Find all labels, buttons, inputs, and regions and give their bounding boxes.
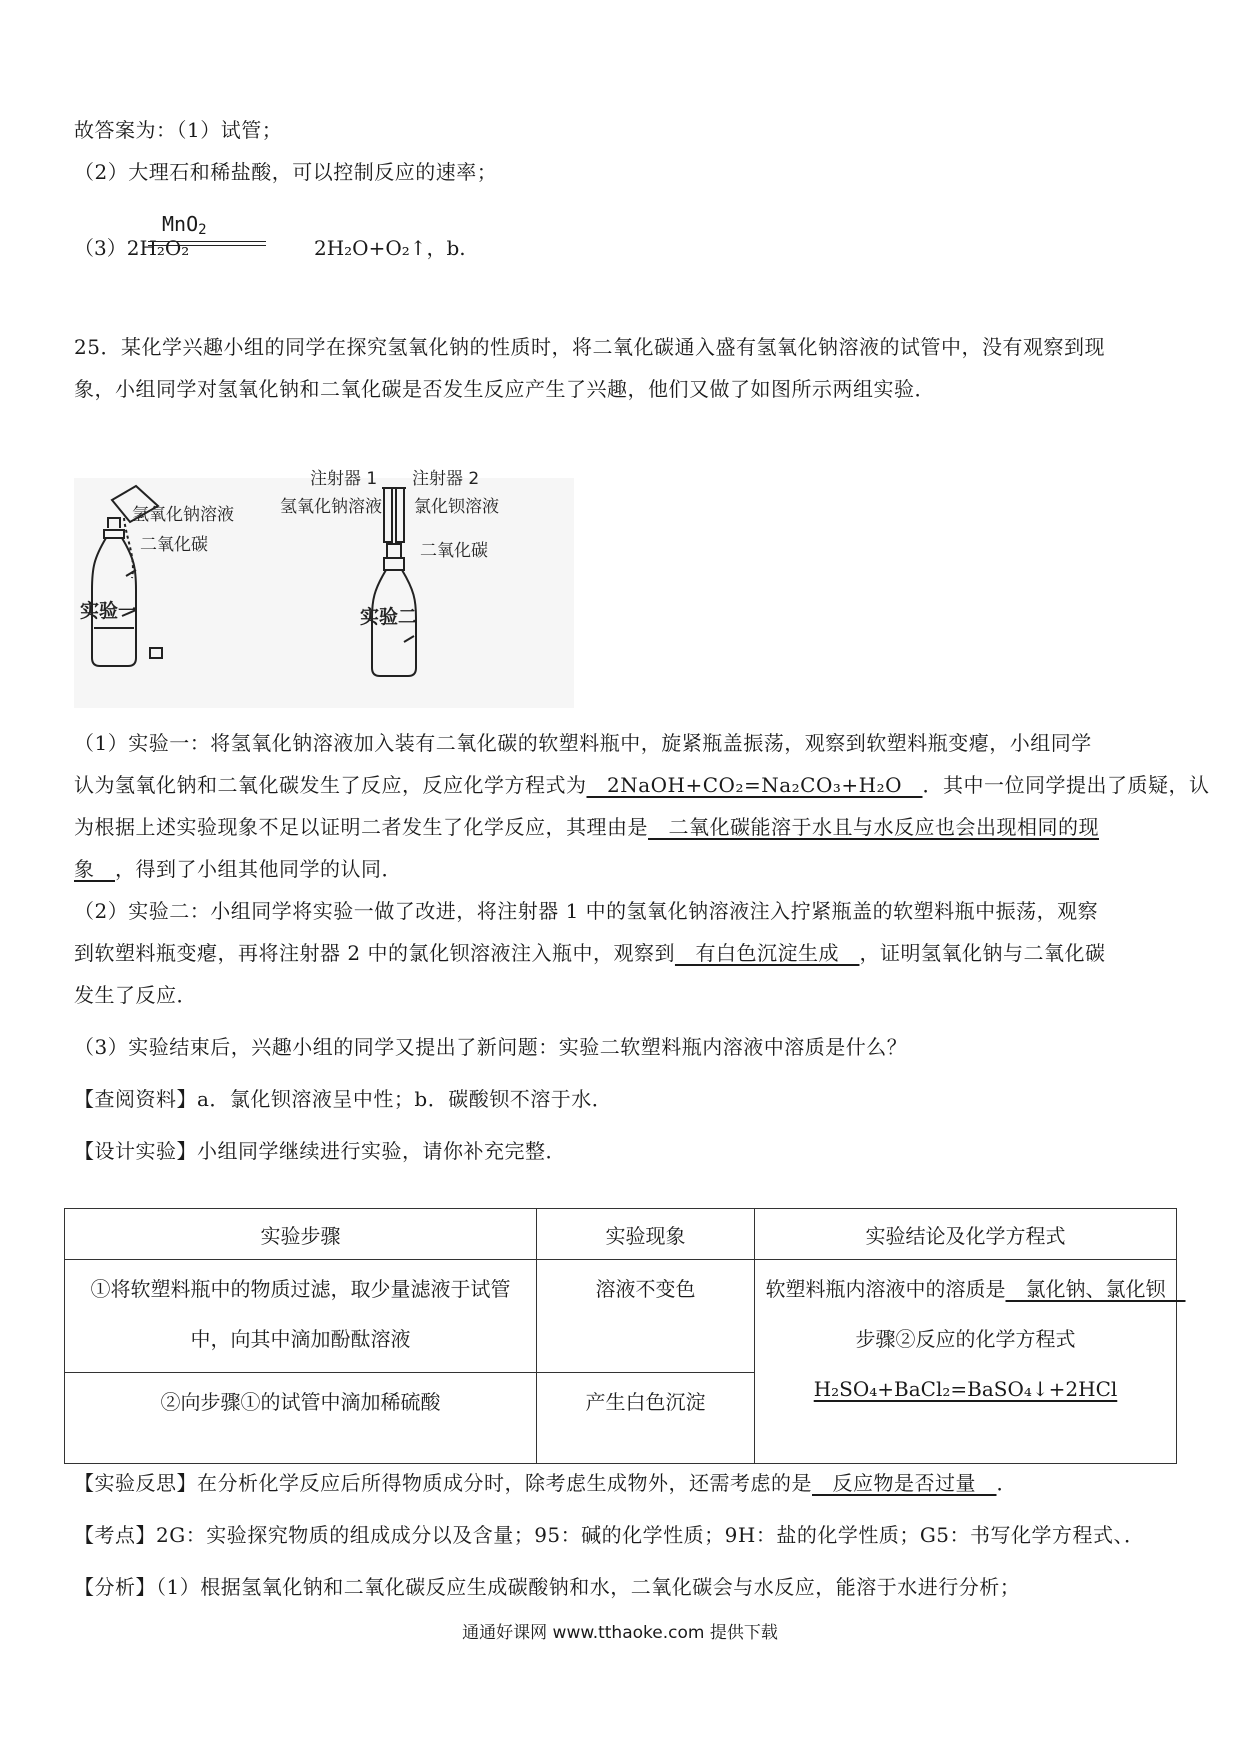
catalyst-condition [148, 212, 266, 252]
answer-step2-equation: H₂SO₄+BaCl₂=BaSO₄↓+2HCl [813, 1377, 1118, 1401]
design-experiment: 【设计实验】小组同学继续进行实验，请你补充完整． [74, 1139, 566, 1163]
experiment-table [64, 1208, 1186, 1464]
exp1-title: 实验一 [80, 600, 138, 622]
equals-bar-top [148, 241, 266, 242]
answer-reflection: 反应物是否过量 [812, 1471, 997, 1495]
part-2-line-1: （2）实验二：小组同学将实验一做了改进，将注射器 1 中的氢氧化钠溶液注入拧紧瓶盖的软塑料瓶中振荡，观察 [74, 899, 1099, 923]
part-1-text: 认为氢氧化钠和二氧化碳发生了反应，反应化学方程式为 [74, 773, 587, 797]
part-1-line-3 [74, 812, 1174, 842]
phenomenon-2-cell: 产生白色沉淀 [537, 1373, 755, 1464]
table-header: 实验步骤 [65, 1209, 537, 1260]
answer-reason: 二氧化碳能溶于水且与水反应也会出现相同的现 [648, 815, 1099, 839]
answer-3-equation [74, 228, 534, 268]
table-header: 实验现象 [537, 1209, 755, 1260]
part-3-question: （3）实验结束后，兴趣小组的同学又提出了新问题：实验二软塑料瓶内溶液中溶质是什么？ [74, 1035, 908, 1059]
part-1-line-1: （1）实验一：将氢氧化钠溶液加入装有二氧化碳的软塑料瓶中，旋紧瓶盖振荡，观察到软塑料瓶变瘪，小组同学 [74, 731, 1092, 755]
equation-reactant: （3）2H₂O₂ [74, 236, 190, 260]
fenxi-line: 【分析】（1）根据氢氧化钠和二氧化碳反应生成碳酸钠和水，二氧化碳会与水反应，能溶于水进行分析； [74, 1575, 1021, 1599]
phenomenon-1-cell: 溶液不变色 [537, 1260, 755, 1373]
exp2-solution2-label: 氯化钡溶液 [414, 497, 499, 517]
catalyst-subscript: 2 [198, 222, 207, 238]
part-2-text-b: ，证明氢氧化钠与二氧化碳 [859, 941, 1106, 965]
conclusion-equation-text: 步骤②反应的化学方程式 [855, 1327, 1076, 1351]
conclusion-cell [755, 1260, 1186, 1464]
answer-2: （2）大理石和稀盐酸，可以控制反应的速率； [74, 160, 498, 184]
reflection-end: ． [996, 1471, 1017, 1495]
kaodian-line: 【考点】2G：实验探究物质的组成成分以及含量；95：碱的化学性质；9H：盐的化学性质；G5：书写化学方程式、． [74, 1523, 1145, 1547]
equals-bar-bottom [148, 245, 266, 246]
question-25-line-2: 象，小组同学对氢氧化钠和二氧化碳是否发生反应产生了兴趣，他们又做了如图所示两组实验． [74, 377, 935, 401]
conclusion-text: 软塑料瓶内溶液中的溶质是 [765, 1277, 1006, 1301]
part-1-text-end: ，得到了小组其他同学的认同． [115, 857, 402, 881]
page-footer: 通通好课网 www.tthaoke.com 提供下载 [462, 1623, 778, 1643]
question-25-line-1: 25．某化学兴趣小组的同学在探究氢氧化钠的性质时，将二氧化碳通入盛有氢氧化钠溶液的试管中，没有观察到现 [74, 335, 1105, 359]
reference-info: 【查阅资料】a．氯化钡溶液呈中性；b．碳酸钡不溶于水． [74, 1087, 613, 1111]
experiment-figure [74, 469, 574, 708]
syringe-2-label: 注射器 2 [412, 469, 480, 489]
answer-solute: 氯化钠、氯化钡 [1005, 1277, 1186, 1301]
catalyst-label: MnO [162, 212, 199, 236]
exp2-solution1-label: 氢氧化钠溶液 [280, 497, 382, 517]
answer-reason-end: 象 [74, 857, 115, 881]
equation-products: 2H₂O+O₂↑，b. [314, 236, 466, 260]
answer-intro: 故答案为：（1）试管； [74, 118, 283, 142]
part-2-text: 到软塑料瓶变瘪，再将注射器 2 中的氯化钡溶液注入瓶中，观察到 [74, 941, 675, 965]
part-1-line-4 [74, 854, 1174, 884]
answer-observation: 有白色沉淀生成 [674, 941, 860, 965]
exp2-title: 实验二 [360, 606, 418, 628]
part-2-line-2 [74, 938, 1174, 968]
step-1-cell: ①将软塑料瓶中的物质过滤，取少量滤液于试管中，向其中滴加酚酞溶液 [65, 1260, 537, 1373]
answer-equation: 2NaOH+CO₂=Na₂CO₃+H₂O [586, 773, 923, 797]
reflection-text: 【实验反思】在分析化学反应后所得物质成分时，除考虑生成物外，还需考虑的是 [74, 1471, 812, 1495]
exp1-solution-label: 氢氧化钠溶液 [132, 505, 234, 525]
part-1-line-2 [74, 770, 1210, 800]
part-1-reason-text: 为根据上述实验现象不足以证明二者发生了化学反应，其理由是 [74, 815, 648, 839]
table-row [65, 1260, 1177, 1373]
step-2-cell: ②向步骤①的试管中滴加稀硫酸 [65, 1373, 537, 1464]
part-1-text-b: ．其中一位同学提出了质疑，认 [922, 773, 1210, 797]
table-header-row [65, 1209, 1177, 1260]
syringe-1-label: 注射器 1 [310, 469, 378, 489]
part-2-line-3: 发生了反应． [74, 983, 197, 1007]
table-header: 实验结论及化学方程式 [755, 1209, 1177, 1260]
reflection-line [74, 1468, 1174, 1498]
exp1-gas-label: 二氧化碳 [140, 535, 208, 555]
exp2-gas-label: 二氧化碳 [420, 541, 488, 561]
